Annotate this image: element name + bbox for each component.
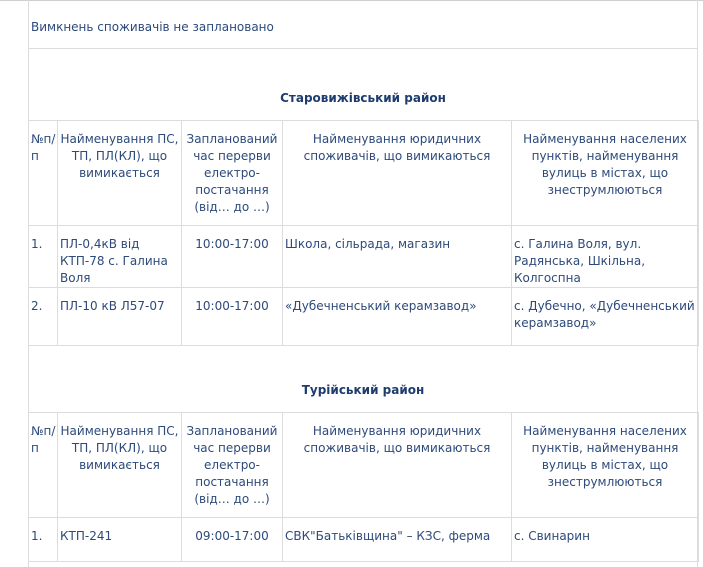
row-object: ПЛ-10 кВ Л57-07	[58, 288, 182, 346]
district-title: Турійський район	[301, 383, 425, 397]
header-consumers: Найменування юридичних споживачів, що вимикаються	[283, 413, 512, 518]
outage-table-turiiskyi	[28, 412, 699, 562]
row-places: с. Галина Воля, вул. Радянська, Шкільна, Колгоспна	[512, 226, 699, 288]
row-time: 10:00-17:00	[182, 288, 283, 346]
table-row	[29, 288, 699, 346]
table-row	[29, 226, 699, 288]
district-title: Старовижівський район	[280, 91, 446, 105]
table-row	[29, 518, 699, 562]
header-number: №п/п	[29, 121, 58, 226]
header-time: Запланований час перерви електро-постачання (від… до …)	[182, 121, 283, 226]
header-time: Запланований час перерви електро-постачання (від… до …)	[182, 413, 283, 518]
header-places: Найменування населених пунктів, найменування вулиць в містах, що знеструмлюються	[512, 413, 699, 518]
header-places: Найменування населених пунктів, найменування вулиць в містах, що знеструмлюються	[512, 121, 699, 226]
header-number: №п/п	[29, 413, 58, 518]
row-object: ПЛ-0,4кВ від КТП-78 с. Галина Воля	[58, 226, 182, 288]
row-consumers: СВК"Батьківщина" – КЗС, ферма	[283, 518, 512, 562]
no-outages-notice: Вимкнень споживачів не заплановано	[31, 20, 274, 34]
table-header-row	[29, 413, 699, 518]
header-object: Найменування ПС, ТП, ПЛ(КЛ), що вимикається	[58, 121, 182, 226]
row-time: 09:00-17:00	[182, 518, 283, 562]
header-consumers: Найменування юридичних споживачів, що вимикаються	[283, 121, 512, 226]
row-number: 2.	[29, 288, 58, 346]
row-time: 10:00-17:00	[182, 226, 283, 288]
row-object: КТП-241	[58, 518, 182, 562]
row-consumers: Школа, сільрада, магазин	[283, 226, 512, 288]
row-consumers: «Дубечненський керамзавод»	[283, 288, 512, 346]
row-number: 1.	[29, 518, 58, 562]
row-places: с. Свинарин	[512, 518, 699, 562]
divider	[28, 48, 698, 49]
header-object: Найменування ПС, ТП, ПЛ(КЛ), що вимикається	[58, 413, 182, 518]
outage-table-starovyzhivskyi	[28, 120, 699, 346]
row-number: 1.	[29, 226, 58, 288]
row-places: с. Дубечно, «Дубечненський керамзавод»	[512, 288, 699, 346]
table-header-row	[29, 121, 699, 226]
